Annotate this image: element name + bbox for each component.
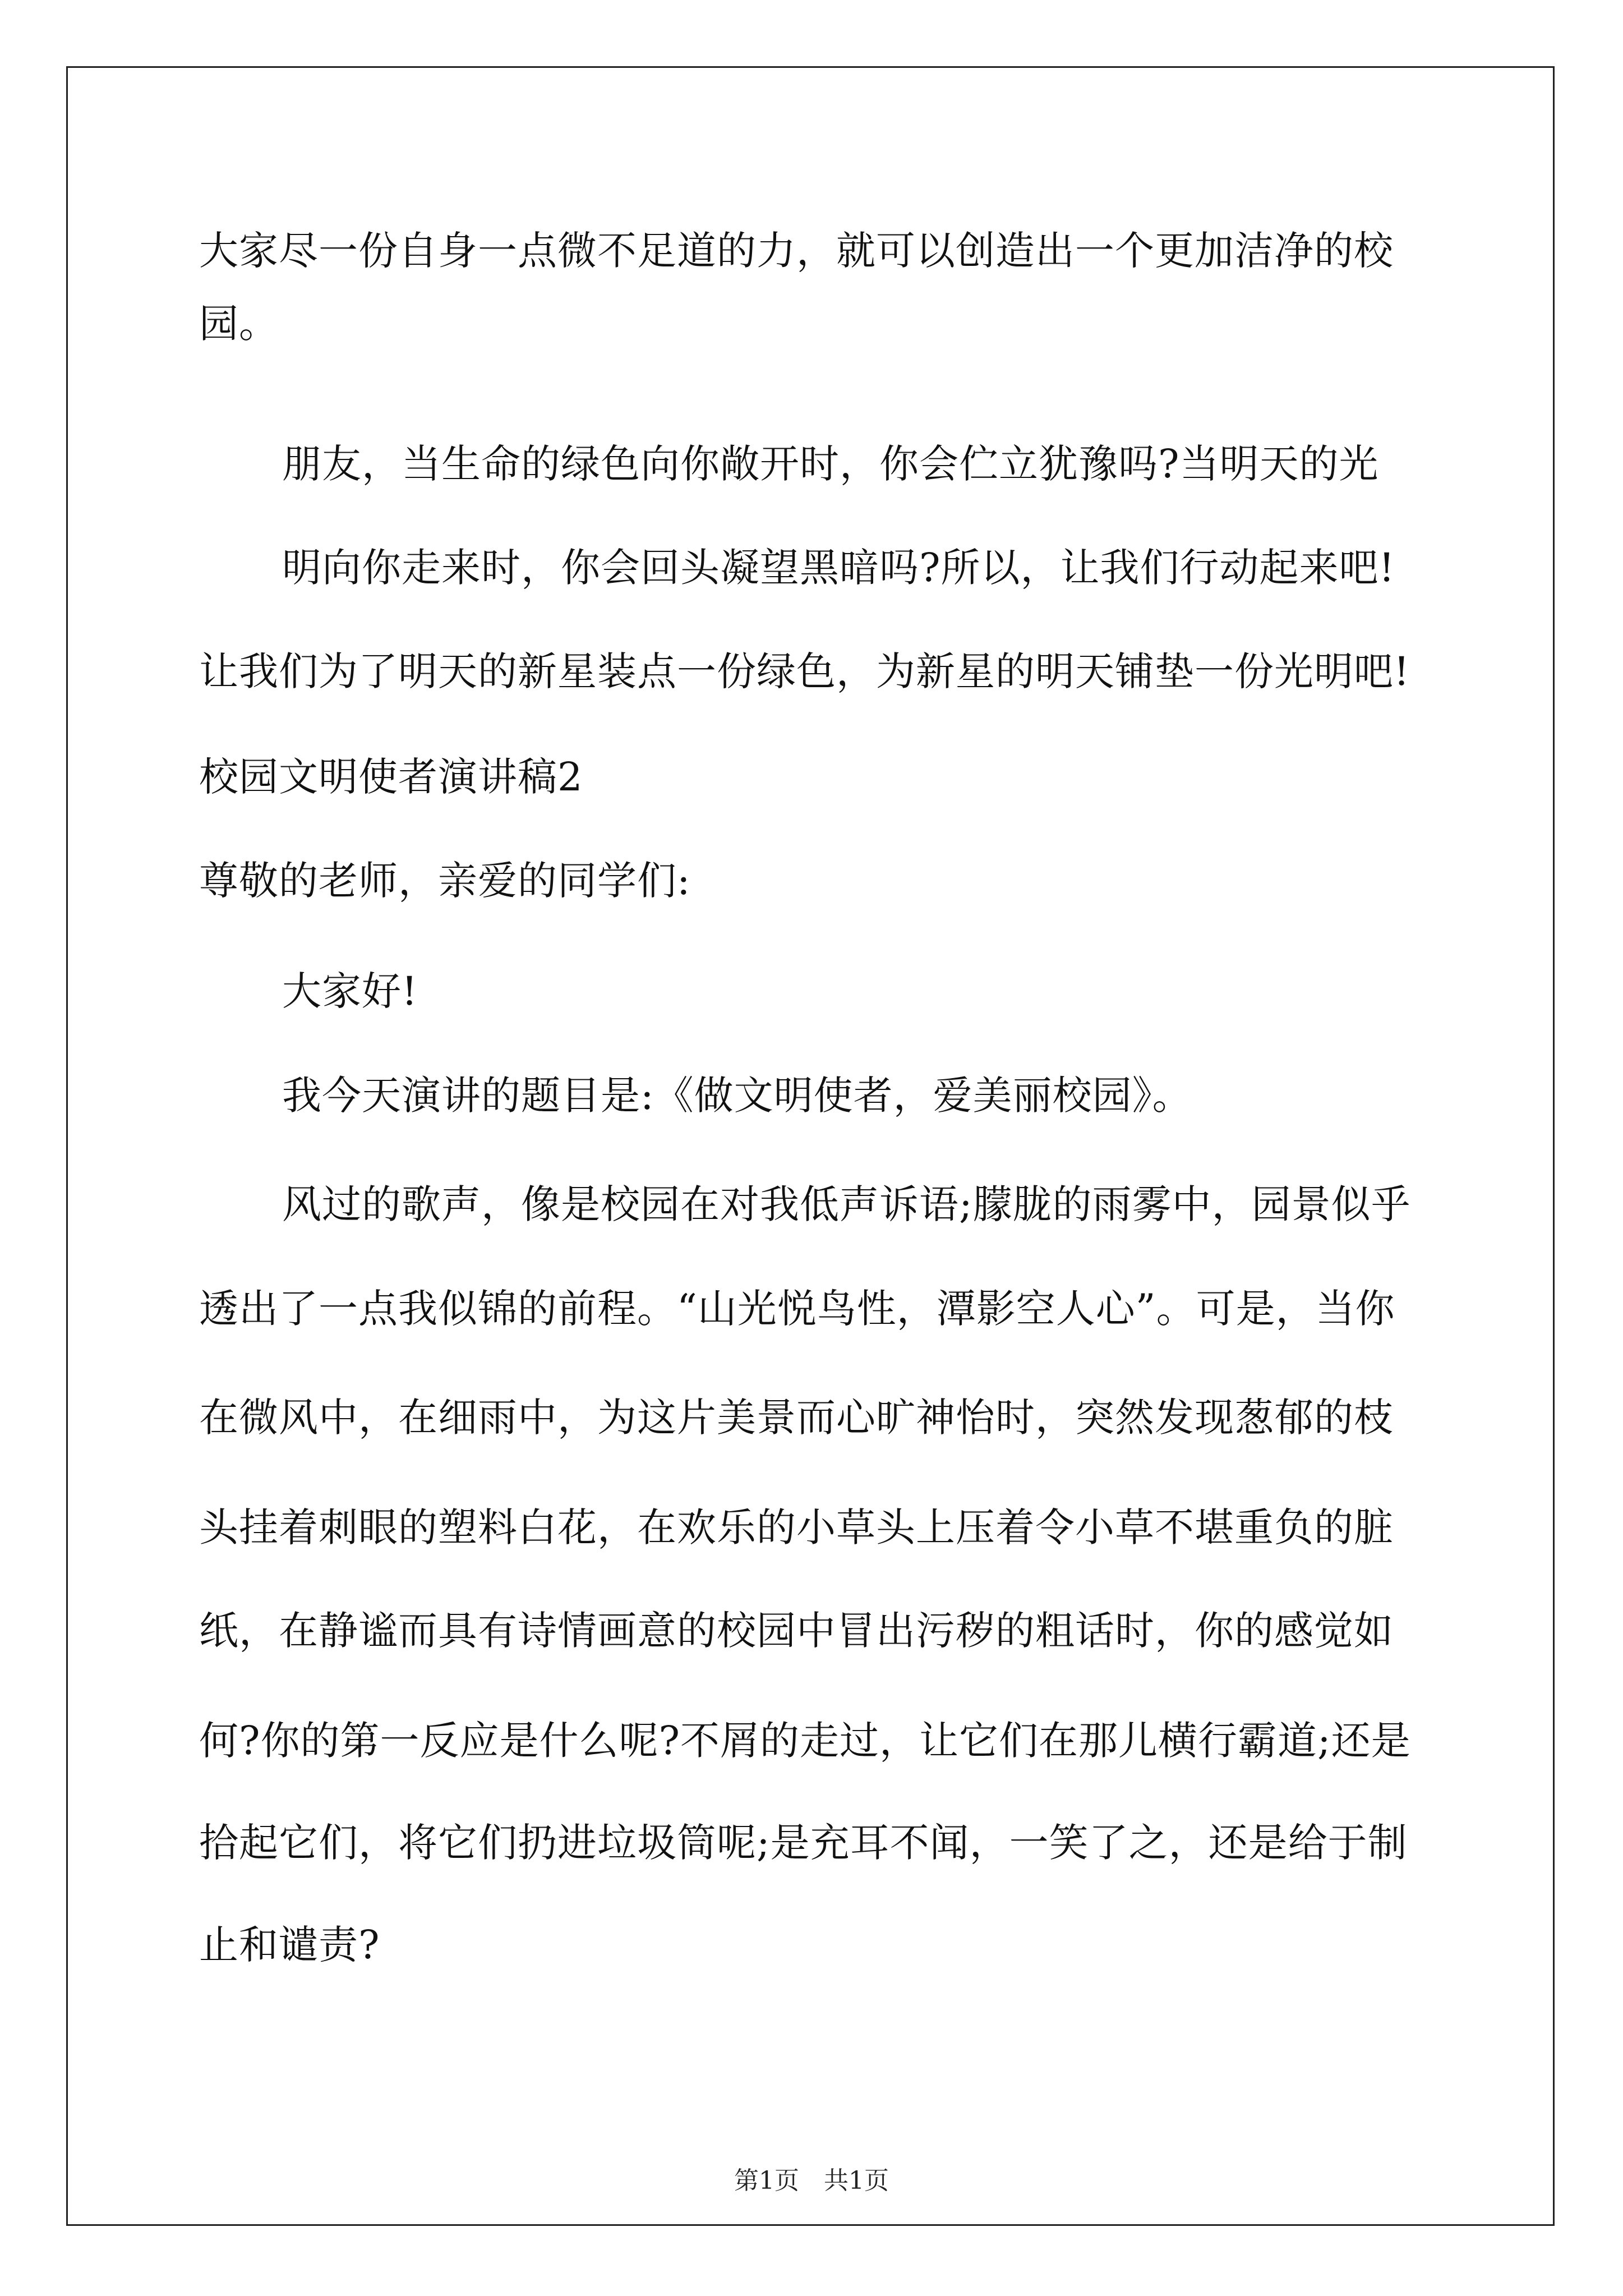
page-border <box>66 66 1555 2226</box>
text-line: 园。 <box>199 301 279 347</box>
text-line: 纸，在静谧而具有诗情画意的校园中冒出污秽的粗话时，你的感觉如 <box>199 1608 1394 1654</box>
salutation: 尊敬的老师，亲爱的同学们: <box>199 858 691 904</box>
text-line: 止和谴责? <box>199 1922 380 1968</box>
text-line: 大家尽一份自身一点微不足道的力，就可以创造出一个更加洁净的校 <box>199 228 1394 274</box>
text-line: 明向你走来时，你会回头凝望黑暗吗?所以，让我们行动起来吧! <box>282 545 1395 591</box>
text-line: 我今天演讲的题目是:《做文明使者，爱美丽校园》。 <box>282 1073 1192 1119</box>
text-line: 朋友，当生命的绿色向你敞开时，你会伫立犹豫吗?当明天的光 <box>282 441 1379 487</box>
text-line: 何?你的第一反应是什么呢?不屑的走过，让它们在那儿横行霸道;还是 <box>199 1718 1411 1764</box>
greeting: 大家好! <box>282 968 418 1014</box>
text-line: 在微风中，在细雨中，为这片美景而心旷神怡时，突然发现葱郁的枝 <box>199 1395 1394 1441</box>
text-line: 风过的歌声，像是校园在对我低声诉语;朦胧的雨雾中，园景似乎 <box>282 1181 1411 1227</box>
text-line: 让我们为了明天的新星装点一份绿色，为新星的明天铺垫一份光明吧! <box>199 648 1410 694</box>
text-line: 透出了一点我似锦的前程。“山光悦鸟性，潭影空人心”。可是，当你 <box>199 1286 1395 1332</box>
page-footer: 第1页 共1页 <box>734 2166 889 2195</box>
text-line: 头挂着刺眼的塑料白花，在欢乐的小草头上压着令小草不堪重负的脏 <box>199 1504 1394 1550</box>
text-line: 拾起它们，将它们扔进垃圾筒呢;是充耳不闻，一笑了之，还是给于制 <box>199 1820 1408 1866</box>
section-title: 校园文明使者演讲稿2 <box>199 754 583 800</box>
